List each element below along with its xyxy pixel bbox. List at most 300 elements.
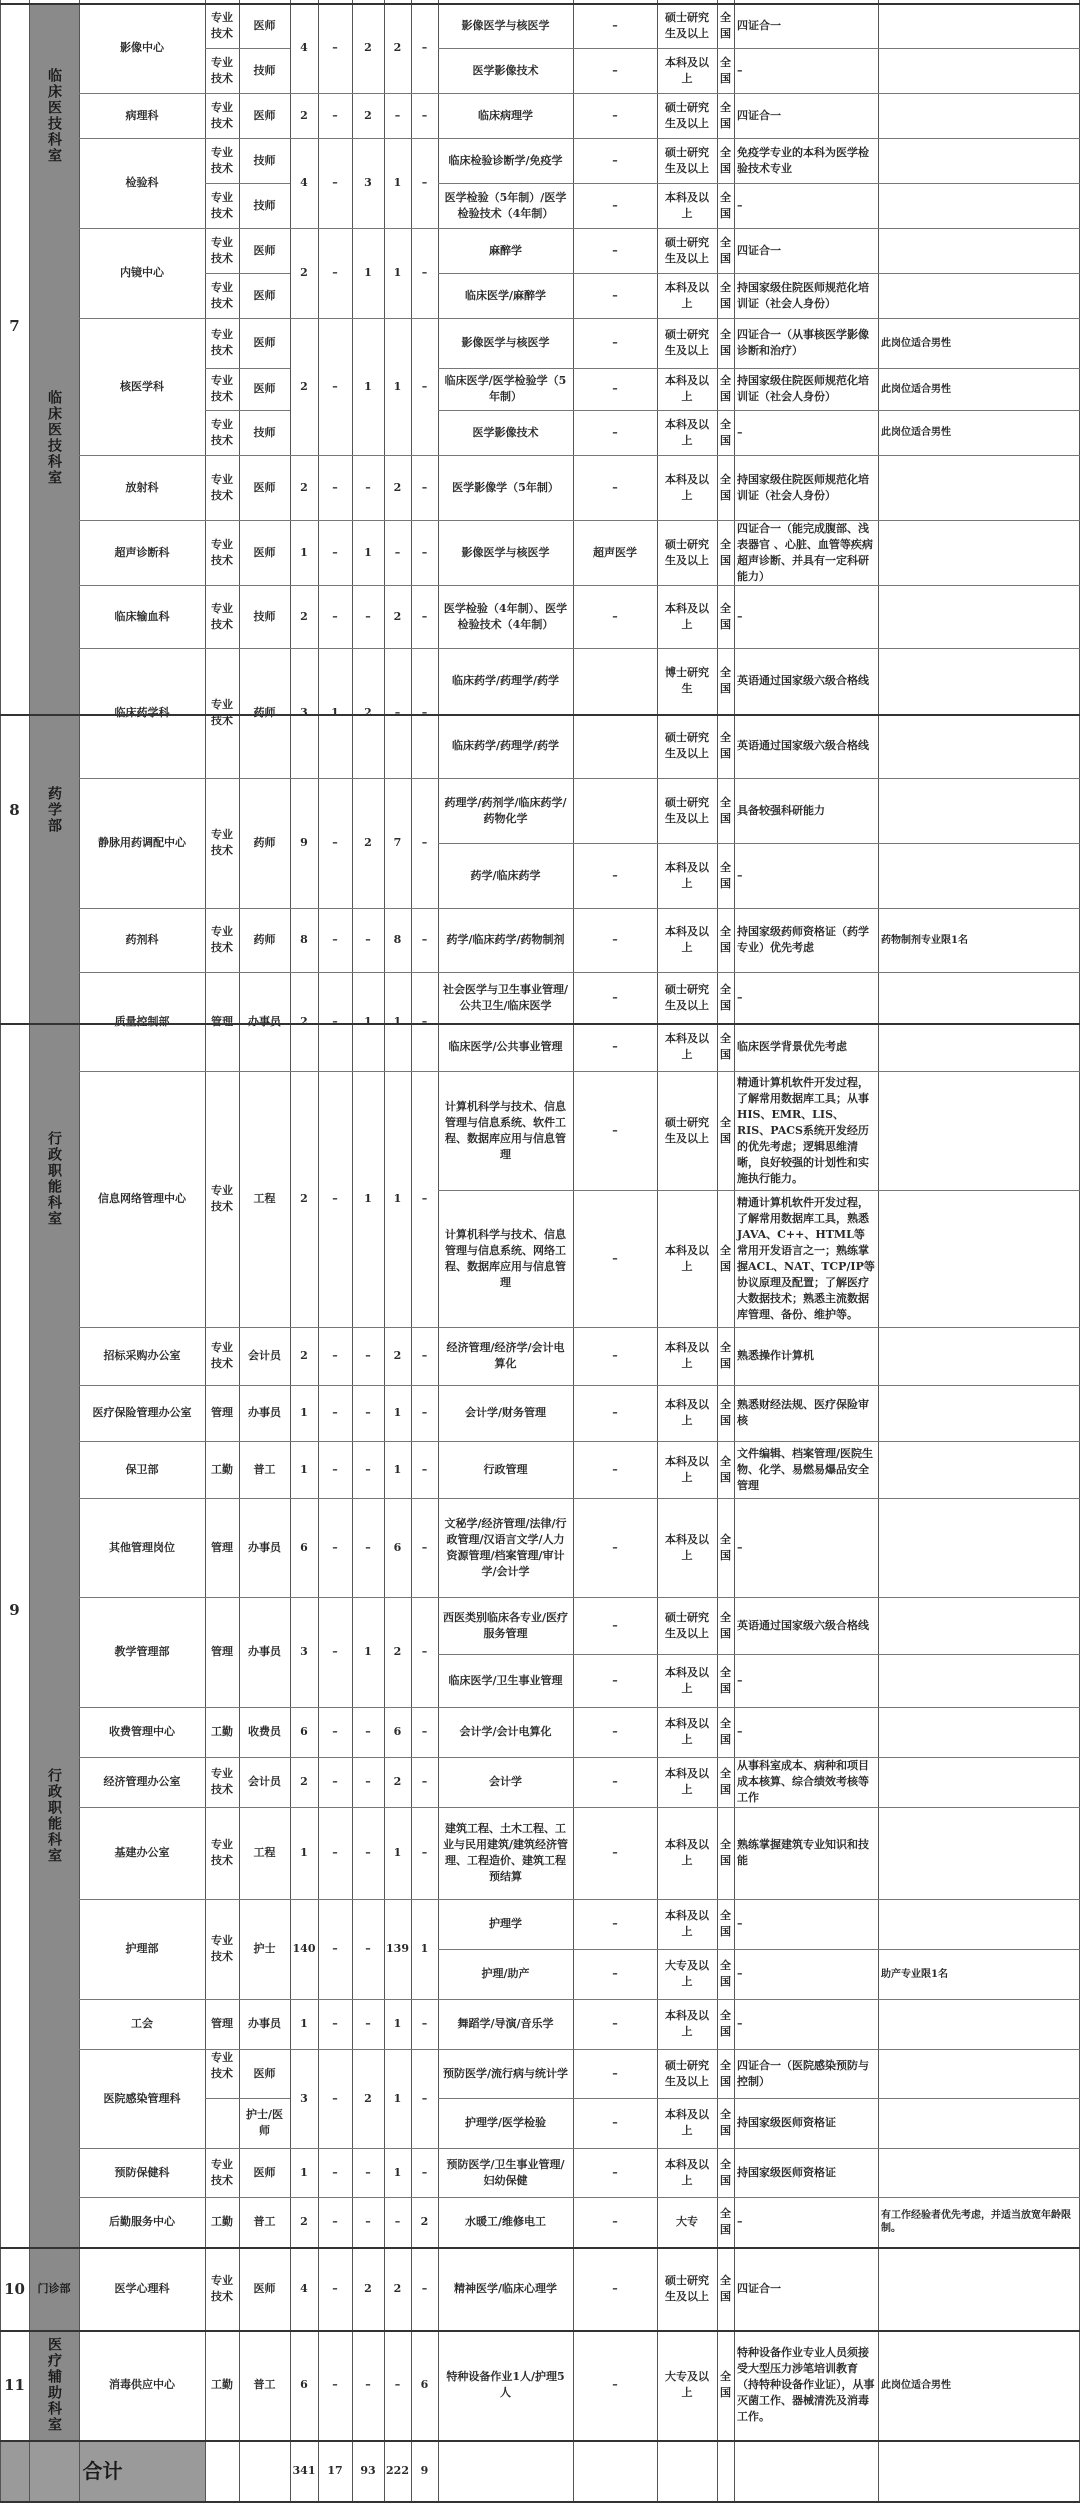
region — [717, 1757, 734, 1807]
grid-line — [438, 1441, 1080, 1442]
count-phd — [318, 1597, 352, 1707]
post-title-text: 医师 — [253, 545, 276, 559]
grid-line — [290, 2148, 438, 2149]
post-title-text: 医师 — [253, 480, 276, 494]
count-bachelor — [384, 585, 411, 648]
count-master-text: – — [365, 2165, 371, 2179]
research-direction-text: – — [612, 2066, 618, 2080]
dept-name — [79, 138, 205, 228]
planned-total — [290, 648, 318, 778]
other-requirements-text: 精通计算机软件开发过程，了解常用数据库工具；从事HIS、EMR、LIS、RIS、PACS系统开发经历的优先考虑；逻辑思维清晰，良好较强的计划性和实施执行能力。 — [737, 1075, 869, 1185]
major-text: 经济管理/经济学/会计电算化 — [446, 1341, 565, 1370]
other-requirements-text: 熟悉财经法规、医疗保险审核 — [737, 1398, 869, 1427]
education — [657, 1899, 717, 1949]
count-college — [411, 1899, 438, 1999]
count-bachelor — [384, 1707, 411, 1757]
region — [717, 1441, 734, 1498]
count-college — [411, 520, 438, 585]
grid-line — [0, 2247, 1080, 2249]
research-direction — [573, 714, 657, 778]
other-requirements — [734, 1023, 878, 1071]
region-text: 全国 — [720, 1532, 731, 1562]
group-index — [0, 2247, 29, 2330]
region-text: 全国 — [720, 1454, 731, 1484]
post-title — [239, 1899, 290, 1999]
dept-name — [79, 908, 205, 972]
other-requirements — [734, 2049, 878, 2098]
region-text: 全国 — [720, 1398, 731, 1427]
other-requirements-text: 四证合一（能完成腹部、浅表器官 、心脏、血管等疾病超声诊断、并具有一定科研能力） — [737, 521, 873, 583]
post-title — [239, 585, 290, 648]
count-bachelor — [384, 3, 411, 93]
research-direction — [573, 48, 657, 93]
education — [657, 273, 717, 318]
major — [438, 1807, 573, 1899]
count-phd-text: – — [332, 1725, 338, 1738]
count-master-text: 2 — [364, 2281, 372, 2295]
count-college — [411, 2197, 438, 2247]
region — [717, 1385, 734, 1441]
post-type-text: 专业技术 — [211, 235, 233, 265]
education — [657, 1498, 717, 1597]
major-text: 建筑工程、土木工程、工业与民用建筑/建筑经济管理、工程造价、建筑工程预结算 — [442, 1822, 569, 1883]
post-title — [239, 648, 290, 778]
research-direction-text: – — [612, 63, 618, 77]
other-requirements — [734, 1899, 878, 1949]
major-text: 医学影像技术 — [472, 63, 539, 77]
other-requirements-text: 英语通过国家级六级合格线 — [737, 1618, 869, 1632]
post-title-text: 会计员 — [248, 1349, 281, 1362]
other-requirements — [734, 1071, 878, 1190]
grid-line — [205, 1999, 290, 2000]
grid-line — [318, 0, 319, 2502]
other-requirements-text: – — [737, 1967, 743, 1980]
count-master — [352, 228, 384, 318]
other-requirements-text: 熟练掌握建筑专业知识和技能 — [737, 1838, 869, 1867]
major — [438, 368, 573, 410]
region-text: 全国 — [720, 374, 731, 403]
total-empty — [205, 2440, 239, 2502]
post-type-text: 专业技术 — [211, 828, 233, 857]
total-bachelor — [384, 2440, 411, 2502]
dept-name-text: 预防保健科 — [114, 2165, 170, 2179]
count-college — [411, 228, 438, 318]
education — [657, 2247, 717, 2330]
count-master — [352, 648, 384, 778]
major — [438, 1949, 573, 1999]
major-text: 舞蹈学/导演/音乐学 — [457, 2017, 554, 2030]
post-title — [239, 3, 290, 48]
count-college-text: – — [421, 41, 428, 54]
total-empty — [239, 2440, 290, 2502]
grid-line — [205, 648, 290, 649]
research-direction — [573, 1441, 657, 1498]
grid-line — [290, 1899, 438, 1900]
grid-line — [79, 138, 205, 139]
count-phd — [318, 2247, 352, 2330]
post-type-text: 专业技术 — [211, 417, 233, 447]
education — [657, 1023, 717, 1071]
research-direction-text: – — [612, 243, 618, 257]
grid-line — [290, 228, 438, 229]
region-text: 全国 — [720, 55, 731, 85]
region — [717, 318, 734, 368]
post-type-text: 专业技术 — [211, 1838, 233, 1867]
count-master — [352, 138, 384, 228]
grid-line — [438, 455, 1080, 456]
research-direction-text: – — [612, 609, 618, 623]
other-requirements-text: 特种设备作业专业人员须接受大型压力涉笔培训教育（持特种设备作业证），从事灭菌工作、器械清洗及消毒工作。 — [737, 2346, 875, 2423]
dept-name-text: 教学管理部 — [114, 1645, 170, 1658]
region — [717, 273, 734, 318]
count-master-text: 2 — [364, 706, 372, 719]
research-direction — [573, 1654, 657, 1707]
education — [657, 1385, 717, 1441]
post-type — [205, 3, 239, 48]
dept-name-text: 病理科 — [125, 108, 159, 122]
count-college-text: – — [421, 1014, 428, 1028]
research-direction-text: – — [612, 198, 618, 212]
other-requirements — [734, 1757, 878, 1807]
region — [717, 972, 734, 1023]
other-requirements-text: 持国家级住院医师规范化培训证（社会人身份） — [737, 374, 869, 403]
count-phd-text: – — [332, 379, 338, 393]
education — [657, 93, 717, 138]
post-title-text: 药师 — [253, 706, 276, 719]
post-type — [205, 585, 239, 648]
planned-total — [290, 1498, 318, 1597]
count-phd — [318, 2197, 352, 2247]
major-text: 临床医学/卫生事业管理 — [448, 1673, 563, 1687]
research-direction — [573, 2247, 657, 2330]
major — [438, 1327, 573, 1385]
count-bachelor-text: 1 — [393, 266, 402, 279]
count-phd — [318, 2049, 352, 2148]
count-master-text: 2 — [364, 2091, 372, 2105]
education-text: 博士研究生 — [665, 666, 709, 695]
post-title-text: 医师 — [253, 108, 276, 122]
total-college-text: 9 — [420, 2464, 429, 2477]
group-index — [0, 3, 29, 648]
research-direction — [573, 520, 657, 585]
count-master-text: 1 — [364, 1014, 372, 1028]
other-requirements-text: 英语通过国家级六级合格线 — [737, 739, 869, 752]
planned-total — [290, 1385, 318, 1441]
count-bachelor-text: 1 — [393, 2165, 402, 2179]
grid-line — [205, 183, 290, 184]
remark — [878, 1949, 1080, 1999]
count-phd-text: – — [332, 108, 338, 122]
post-type — [205, 1757, 239, 1807]
post-title — [239, 1498, 290, 1597]
other-requirements — [734, 778, 878, 843]
count-master — [352, 1597, 384, 1707]
other-requirements-text: 四证合一 — [737, 2281, 781, 2295]
region-text: 全国 — [720, 1767, 731, 1796]
count-phd-text: – — [332, 1775, 338, 1788]
count-phd — [318, 3, 352, 93]
dept-name — [79, 2197, 205, 2247]
remark — [878, 368, 1080, 410]
grid-line — [79, 1498, 205, 1499]
grid-line — [79, 455, 205, 456]
major — [438, 1385, 573, 1441]
total-phd-text: 17 — [327, 2464, 343, 2477]
remark-text: 此岗位适合男性 — [881, 337, 951, 349]
count-master-text: – — [365, 1775, 371, 1788]
region-text: 全国 — [720, 2273, 731, 2303]
major-text: 药学/临床药学/药物制剂 — [446, 933, 565, 946]
other-requirements — [734, 455, 878, 520]
other-requirements — [734, 2197, 878, 2247]
planned-total-text: 2 — [300, 1349, 308, 1362]
count-college-text: – — [421, 176, 428, 189]
research-direction-text: – — [612, 336, 618, 349]
dept-name — [79, 585, 205, 648]
count-bachelor-text: 1 — [393, 1406, 402, 1419]
remark — [878, 48, 1080, 93]
planned-total — [290, 1757, 318, 1807]
remark — [878, 2148, 1080, 2197]
count-phd-text: – — [332, 41, 338, 54]
grid-line — [205, 93, 290, 94]
other-requirements — [734, 1441, 878, 1498]
remark — [878, 1327, 1080, 1385]
group-index-text: 9 — [9, 1600, 20, 1619]
education — [657, 318, 717, 368]
post-title — [239, 318, 290, 368]
post-type-text: 管理 — [211, 1540, 233, 1554]
count-phd — [318, 318, 352, 455]
count-phd — [318, 585, 352, 648]
post-title-text: 技师 — [253, 153, 276, 167]
post-type — [205, 318, 239, 368]
region — [717, 1071, 734, 1190]
region-text: 全国 — [720, 601, 731, 631]
dept-name — [79, 3, 205, 93]
post-title — [239, 183, 290, 228]
count-phd — [318, 2330, 352, 2440]
major-text: 影像医学与核医学 — [461, 18, 550, 32]
grid-line — [438, 273, 1080, 274]
major — [438, 2330, 573, 2440]
planned-total-text: 2 — [300, 1775, 308, 1788]
research-direction-text: 超声医学 — [593, 545, 637, 559]
count-college-text: – — [421, 2017, 428, 2030]
grid-line — [205, 1441, 290, 1442]
education-text: 硕士研究生及以上 — [665, 100, 709, 130]
education — [657, 648, 717, 714]
region — [717, 648, 734, 714]
post-type-text: 专业技术 — [211, 145, 233, 175]
count-bachelor — [384, 1807, 411, 1899]
count-master-text: 1 — [364, 1645, 372, 1658]
grid-line — [205, 1327, 290, 1328]
region — [717, 183, 734, 228]
grid-line — [29, 0, 30, 2502]
count-bachelor — [384, 1071, 411, 1327]
major — [438, 318, 573, 368]
grid-line — [205, 1757, 290, 1758]
post-type — [205, 2197, 239, 2247]
post-title-text: 工程 — [253, 1192, 276, 1205]
post-title — [239, 2098, 290, 2148]
dept-name — [79, 648, 205, 778]
research-direction — [573, 2098, 657, 2148]
count-college — [411, 1498, 438, 1597]
planned-total — [290, 2330, 318, 2440]
remark — [878, 1807, 1080, 1899]
planned-total-text: 4 — [300, 176, 308, 189]
region-text: 全国 — [720, 2009, 731, 2038]
region-text: 全国 — [720, 982, 731, 1012]
post-type — [205, 1498, 239, 1597]
post-type-text: 专业技术 — [211, 1934, 233, 1963]
count-master — [352, 1327, 384, 1385]
planned-total — [290, 1441, 318, 1498]
other-requirements-text: 文件编辑、档案管理/医院生物、化学、易燃易爆品安全管理 — [737, 1446, 874, 1492]
post-title-text: 医师 — [253, 2165, 276, 2179]
region — [717, 3, 734, 48]
education-text: 本科及以上 — [665, 1838, 709, 1867]
major — [438, 48, 573, 93]
count-college — [411, 93, 438, 138]
dept-name-text: 质量控制部 — [114, 1014, 170, 1028]
grid-line — [205, 1707, 290, 1708]
major-text: 影像医学与核医学 — [461, 336, 550, 349]
count-phd — [318, 520, 352, 585]
major — [438, 455, 573, 520]
education-text: 本科及以上 — [665, 1717, 709, 1746]
count-master — [352, 455, 384, 520]
remark — [878, 843, 1080, 908]
count-master-text: – — [365, 1846, 371, 1859]
region-text: 全国 — [720, 1115, 731, 1145]
other-requirements — [734, 3, 878, 48]
grid-line — [205, 2098, 290, 2099]
count-bachelor — [384, 908, 411, 972]
grid-line — [79, 585, 205, 586]
planned-total-text: 1 — [300, 2017, 308, 2030]
post-type — [205, 1807, 239, 1899]
grid-line — [290, 778, 438, 779]
count-phd-text: – — [332, 1462, 338, 1476]
education — [657, 410, 717, 455]
remark — [878, 2197, 1080, 2247]
dept-name — [79, 318, 205, 455]
post-type-text: 专业技术 — [211, 2051, 233, 2080]
research-direction — [573, 1949, 657, 1999]
category-cell-text: 医疗辅助科室 — [46, 2337, 62, 2433]
count-phd-text: – — [332, 609, 338, 623]
remark-text: 此岗位适合男性 — [881, 427, 951, 438]
post-title-text: 收费员 — [248, 1725, 281, 1738]
dept-name-text: 静脉用药调配中心 — [98, 836, 186, 849]
region — [717, 410, 734, 455]
post-type-text: 专业技术 — [211, 100, 233, 130]
grid-line — [79, 2148, 205, 2149]
major — [438, 908, 573, 972]
education-text: 本科及以上 — [665, 190, 709, 220]
major — [438, 228, 573, 273]
major — [438, 843, 573, 908]
education — [657, 228, 717, 273]
research-direction-text: – — [612, 2281, 618, 2295]
planned-total — [290, 3, 318, 93]
major — [438, 1071, 573, 1190]
research-direction — [573, 843, 657, 908]
post-type — [205, 2049, 239, 2083]
total-label — [0, 2440, 205, 2502]
total-phd — [318, 2440, 352, 2502]
major-text: 会计学/会计电算化 — [459, 1725, 552, 1738]
count-phd-text: – — [332, 176, 338, 189]
planned-total-text: 140 — [292, 1942, 316, 1955]
planned-total-text: 2 — [300, 1014, 308, 1028]
grid-line — [290, 2197, 438, 2198]
region — [717, 2049, 734, 2098]
count-phd — [318, 455, 352, 520]
research-direction-text: – — [612, 933, 618, 946]
region — [717, 585, 734, 648]
count-phd — [318, 1999, 352, 2049]
count-phd-text: – — [332, 836, 338, 849]
planned-total-text: 2 — [300, 480, 308, 494]
count-bachelor — [384, 1999, 411, 2049]
count-master-text: – — [365, 1942, 371, 1955]
count-phd — [318, 1385, 352, 1441]
count-phd — [318, 1757, 352, 1807]
dept-name-text: 基建办公室 — [114, 1846, 170, 1859]
count-phd-text: – — [332, 2378, 338, 2391]
major — [438, 585, 573, 648]
other-requirements — [734, 972, 878, 1023]
count-phd-text: – — [332, 1645, 338, 1658]
grid-line — [79, 972, 205, 973]
post-title — [239, 273, 290, 318]
post-type — [205, 1441, 239, 1498]
count-master — [352, 2330, 384, 2440]
region-text: 全国 — [720, 328, 731, 357]
region-text: 全国 — [720, 190, 731, 220]
grid-line — [0, 1023, 1080, 1025]
research-direction-text: – — [612, 1917, 618, 1930]
major-text: 社会医学与卫生事业管理/公共卫生/临床医学 — [442, 982, 569, 1012]
other-requirements-text: 持国家级医师资格证 — [737, 2116, 836, 2129]
post-type-text: 专业技术 — [211, 55, 233, 85]
count-bachelor-text: – — [394, 2378, 401, 2391]
education-text: 硕士研究生及以上 — [665, 795, 709, 825]
post-type-text: 专业技术 — [211, 2157, 233, 2187]
other-requirements-text: – — [737, 425, 743, 439]
post-title-text: 办事员 — [248, 2017, 281, 2030]
grid-line — [411, 0, 412, 2502]
grid-line — [438, 1807, 1080, 1808]
region-text: 全国 — [720, 731, 731, 760]
count-bachelor-text: – — [394, 545, 401, 559]
region-text: 全国 — [720, 280, 731, 310]
region — [717, 2197, 734, 2247]
count-bachelor — [384, 520, 411, 585]
post-title — [239, 2049, 290, 2098]
planned-total — [290, 520, 318, 585]
major-text: 临床药学/药理学/药学 — [451, 739, 560, 752]
post-title-text: 办事员 — [248, 1014, 281, 1028]
other-requirements — [734, 2330, 878, 2440]
grid-line — [205, 1385, 290, 1386]
grid-line — [438, 183, 1080, 184]
region-text: 全国 — [720, 2058, 731, 2088]
